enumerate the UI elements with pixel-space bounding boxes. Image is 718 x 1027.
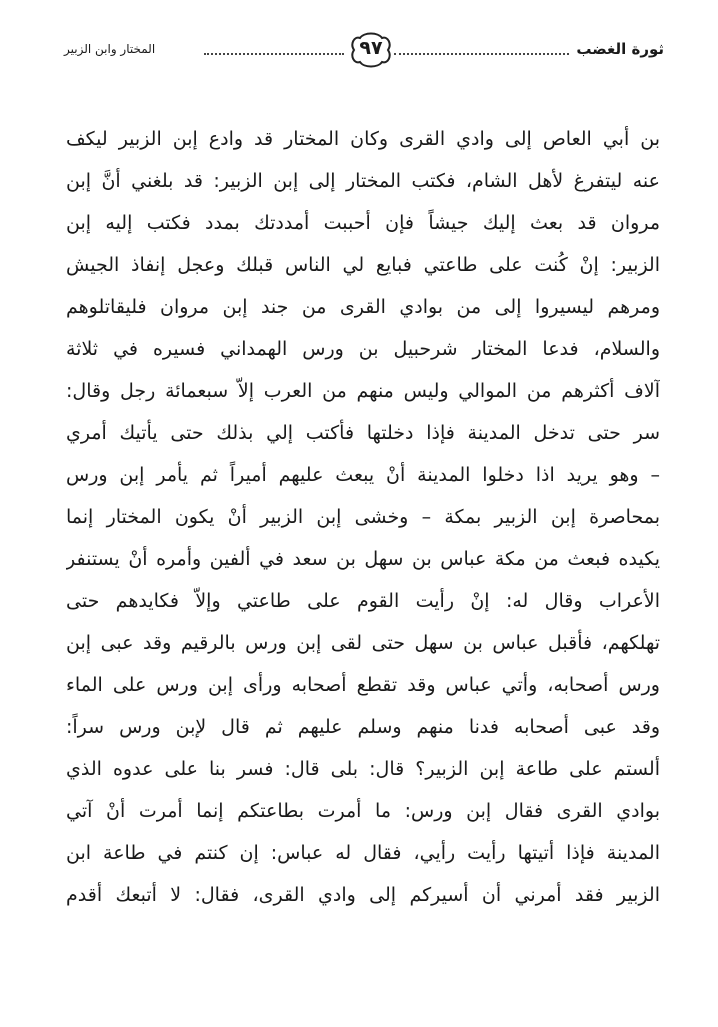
text-line: يكيده فبعث من مكة عباس بن سهل بن سعد في ألفين وأمره أنْ يستنفر xyxy=(66,548,660,570)
page-number: ٩٧ xyxy=(359,37,383,59)
section-title: المختار وابن الزبير xyxy=(64,42,156,56)
text-line: بن أبي العاص إلى وادي القرى وكان المختار قد وادع إبن الزبير ليكف xyxy=(66,128,660,150)
text-line: والسلام، فدعا المختار شرحبيل بن ورس الهمداني فسيره في ثلاثة xyxy=(66,338,660,360)
text-line: ألستم على طاعة إبن الزبير؟ قال: بلى قال: فسر بنا على عدوه الذي xyxy=(66,758,660,780)
text-line: الزبير فقد أمرني أن أسيركم إلى وادي القرى، فقال: لا أتبعك أقدم xyxy=(66,884,660,906)
page-number-badge xyxy=(348,30,394,70)
text-line: بمحاصرة إبن الزبير بمكة – وخشى إبن الزبير أنْ يكون المختار إنما xyxy=(66,506,660,528)
page-body-text xyxy=(66,118,660,916)
text-line: الزبير: إنْ كُنت على طاعتي فبايع لي الناس قبلك وعجل إنفاذ الجيش xyxy=(66,254,660,276)
text-line: وقد عبى أصحابه فدنا منهم وسلم عليهم ثم قال لإبن ورس سراً: xyxy=(66,716,660,738)
chapter-title: ثورة الغضب xyxy=(576,40,664,58)
text-line: ورس أصحابه، وأتي عباس وقد تقطع أصحابه ورأى إبن ورس على الماء xyxy=(66,674,660,696)
text-line: تهلكهم، فأقبل عباس بن سهل حتى لقى إبن ورس بالرقيم وقد عبى إبن xyxy=(66,632,660,654)
text-line: سر حتى تدخل المدينة فإذا دخلتها فأكتب إلي بذلك حتى يأتيك أمري xyxy=(66,422,660,444)
running-header xyxy=(64,30,664,70)
text-line: عنه ليتفرغ لأهل الشام، فكتب المختار إلى إبن الزبير: قد بلغني أنَّ إبن xyxy=(66,170,660,192)
header-dotted-leader-left xyxy=(204,53,344,55)
text-line: بوادي القرى فقال إبن ورس: ما أمرت بطاعتكم إنما أمرت أنْ آتي xyxy=(66,800,660,822)
text-line: ومرهم ليسيروا إلى من بوادي القرى من جند إبن مروان فليقاتلوهم xyxy=(66,296,660,318)
text-line: مروان قد بعث إليك جيشاً فإن أحببت أمددتك بمدد فكتب إليه إبن xyxy=(66,212,660,234)
text-line: الأعراب وقال له: إنْ رأيت القوم على طاعتي وإلاّ فكايدهم حتى xyxy=(66,590,660,612)
header-dotted-leader-right xyxy=(394,53,569,55)
text-line: المدينة فإذا أتيتها رأيت رأيي، فقال له عباس: إن كنتم في طاعة ابن xyxy=(66,842,660,864)
text-line: آلاف أكثرهم من الموالي وليس منهم من العرب إلاّ سبعمائة رجل وقال: xyxy=(66,380,660,402)
text-line: – وهو يريد اذا دخلوا المدينة أنْ يبعث عليهم أميراً ثم يأمر إبن ورس xyxy=(66,464,660,486)
